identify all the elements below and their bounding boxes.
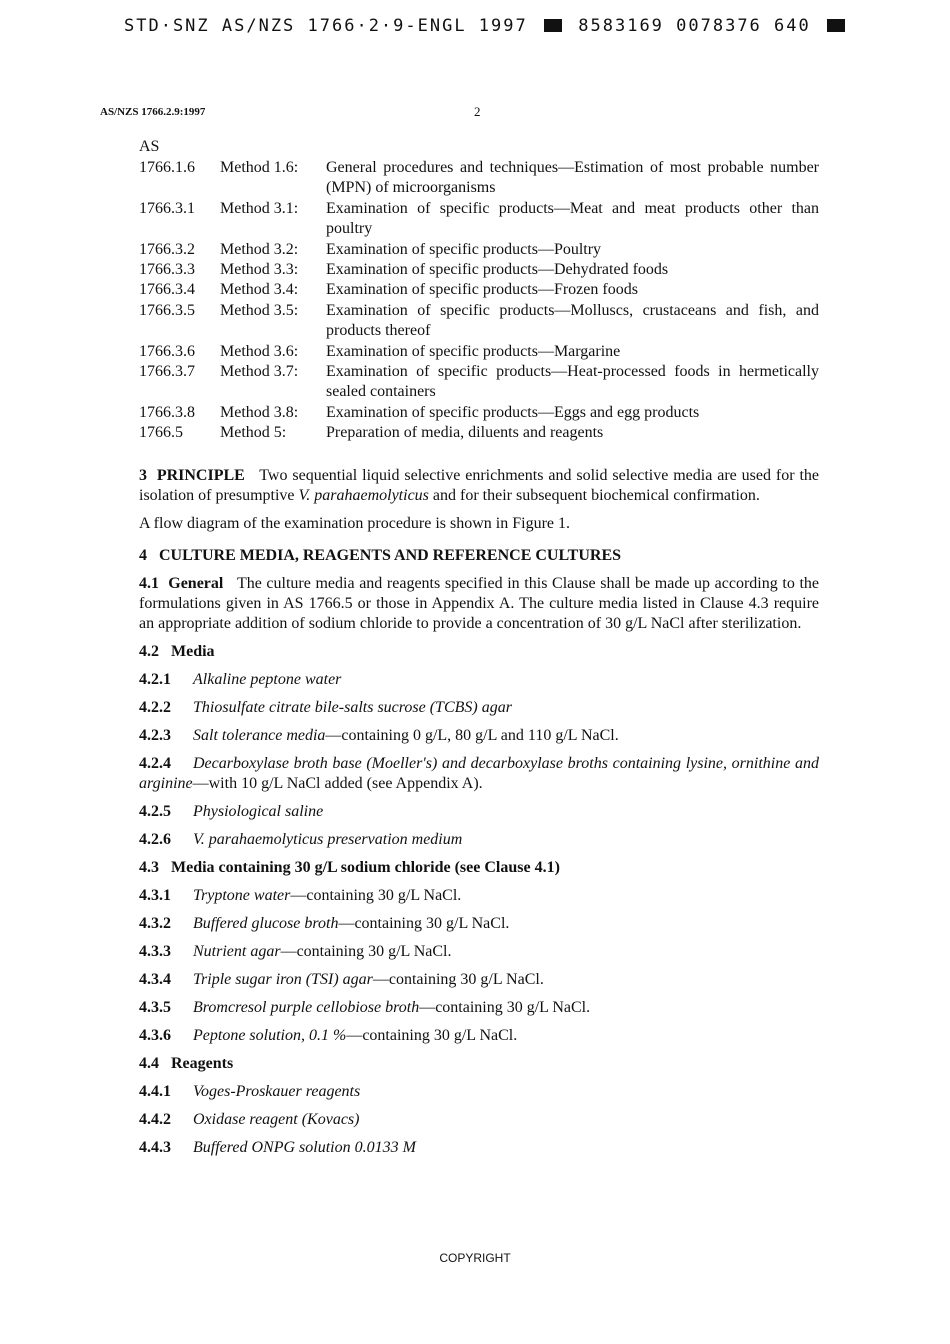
principle-text-b: and for their subsequent biochemical confirmation. <box>432 487 760 504</box>
ref-std: 1766.3.4 <box>139 281 195 299</box>
document-stamp <box>124 16 811 36</box>
item-number: 4.2.3 <box>139 727 171 744</box>
section-4-4-number: 4.4 <box>139 1055 159 1072</box>
main-body <box>139 466 819 1158</box>
item-number: 4.3.2 <box>139 915 171 932</box>
table-row <box>139 240 819 260</box>
ref-std: 1766.5 <box>139 424 183 442</box>
ref-std: 1766.3.6 <box>139 342 195 360</box>
item-number: 4.3.5 <box>139 999 171 1016</box>
list-item <box>139 1138 819 1158</box>
ref-method: Method 3.5: <box>220 301 299 319</box>
flow-diagram-note: A flow diagram of the examination procedure is shown in Figure 1. <box>139 515 571 532</box>
ref-title: Examination of specific products—Margarine <box>326 342 621 360</box>
ref-method: Method 3.7: <box>220 363 299 381</box>
section-4-2-heading <box>139 642 819 662</box>
item-name: Physiological saline <box>193 803 324 820</box>
item-rest: —containing 30 g/L NaCl. <box>280 943 452 960</box>
item-number: 4.2.6 <box>139 831 171 848</box>
stamp-left: STD·SNZ AS/NZS 1766·2·9-ENGL 1997 <box>124 16 528 36</box>
ref-std: 1766.1.6 <box>139 159 195 176</box>
ref-method: Method 3.3: <box>220 261 299 279</box>
section-4-3-title: Media containing 30 g/L sodium chloride (see Clause 4.1) <box>171 859 560 876</box>
item-number: 4.3.3 <box>139 943 171 960</box>
organism-name: V. parahaemolyticus <box>298 487 429 504</box>
list-item <box>139 1110 819 1130</box>
ref-std: 1766.3.3 <box>139 261 195 279</box>
item-rest: —containing 30 g/L NaCl. <box>290 887 462 904</box>
ref-title: Examination of specific products—Dehydrated foods <box>326 261 669 279</box>
item-rest: —containing 30 g/L NaCl. <box>419 999 591 1016</box>
table-row <box>139 280 819 300</box>
list-item <box>139 670 819 690</box>
ref-std: 1766.3.1 <box>139 199 195 217</box>
referenced-standards-table <box>139 158 819 444</box>
stamp-block-2 <box>827 19 845 32</box>
section-4-4-heading <box>139 1054 819 1074</box>
list-item <box>139 886 819 906</box>
ref-title: General procedures and techniques—Estimation of most probable number (MPN) of microorganisms <box>326 159 819 197</box>
ref-method: Method 1.6: <box>220 159 299 176</box>
refs-heading: AS <box>139 138 160 155</box>
item-rest: —containing 0 g/L, 80 g/L and 110 g/L NaCl. <box>325 727 619 744</box>
list-item <box>139 1082 819 1102</box>
page-number: 2 <box>474 104 481 119</box>
standard-reference: AS/NZS 1766.2.9:1997 <box>100 106 206 118</box>
item-name: Thiosulfate citrate bile-salts sucrose (TCBS) agar <box>193 699 512 716</box>
stamp-mid: 8583169 0078376 640 <box>578 16 811 36</box>
principle-text-a: Two sequential liquid selective enrichments and solid selective media are used for the isolation of presumptive <box>139 467 820 504</box>
ref-title: Examination of specific products—Eggs and egg products <box>326 403 700 421</box>
copyright-footer: COPYRIGHT <box>439 1251 511 1265</box>
section-4-heading: 4 CULTURE MEDIA, REAGENTS AND REFERENCE CULTURES <box>139 547 622 564</box>
section-4-4-title: Reagents <box>171 1055 234 1072</box>
item-name: Tryptone water <box>193 887 291 904</box>
item-name: Alkaline peptone water <box>193 671 342 688</box>
item-number: 4.2.2 <box>139 699 171 716</box>
section-4-2-title: Media <box>171 643 215 660</box>
list-item <box>139 802 819 822</box>
item-number: 4.4.2 <box>139 1111 171 1128</box>
item-name: Peptone solution, 0.1 % <box>193 1027 347 1044</box>
item-name: Decarboxylase broth base (Moeller's) and decarboxylase broths containing lysine, ornithine and arginine <box>139 755 819 792</box>
ref-std: 1766.3.7 <box>139 363 195 381</box>
list-item <box>139 942 819 962</box>
ref-title: Examination of specific products—Frozen foods <box>326 281 638 299</box>
table-row <box>139 362 819 403</box>
ref-method: Method 3.1: <box>220 199 299 217</box>
list-item <box>139 698 819 718</box>
item-number: 4.3.4 <box>139 971 171 988</box>
item-name: Salt tolerance media <box>193 727 326 744</box>
item-rest: —containing 30 g/L NaCl. <box>338 915 510 932</box>
ref-title: Examination of specific products—Heat-processed foods in hermetically sealed containers <box>326 363 819 401</box>
stamp-block-1 <box>544 19 562 32</box>
table-row <box>139 158 819 199</box>
item-rest: —containing 30 g/L NaCl. <box>372 971 544 988</box>
table-row <box>139 423 819 443</box>
ref-method: Method 3.2: <box>220 240 299 258</box>
section-3-title: PRINCIPLE <box>156 467 245 484</box>
ref-title: Examination of specific products—Molluscs, crustaceans and fish, and products thereof <box>326 301 819 340</box>
item-name: Buffered glucose broth <box>193 915 339 932</box>
section-4-2-number: 4.2 <box>139 643 159 660</box>
item-number: 4.2.4 <box>139 755 171 772</box>
ref-std: 1766.3.5 <box>139 301 195 319</box>
table-row <box>139 199 819 240</box>
list-item <box>139 754 819 794</box>
ref-method: Method 3.4: <box>220 281 299 299</box>
ref-title: Preparation of media, diluents and reagents <box>326 424 604 442</box>
list-item <box>139 914 819 934</box>
table-row <box>139 342 819 362</box>
section-4-1-number: 4.1 <box>139 575 159 592</box>
item-name: Oxidase reagent (Kovacs) <box>193 1111 360 1128</box>
section-4-3-heading <box>139 858 819 878</box>
item-name: Triple sugar iron (TSI) agar <box>193 971 373 988</box>
item-name: Voges-Proskauer reagents <box>193 1083 361 1100</box>
list-item <box>139 830 819 850</box>
ref-std: 1766.3.2 <box>139 240 195 258</box>
ref-method: Method 3.8: <box>220 403 299 421</box>
ref-title: Examination of specific products—Meat and meat products other than poultry <box>326 199 819 238</box>
section-4-1-title: General <box>168 575 224 592</box>
table-row <box>139 260 819 280</box>
ref-title: Examination of specific products—Poultry <box>326 240 602 258</box>
item-name: Buffered ONPG solution 0.0133 M <box>193 1139 416 1156</box>
section-4-3-number: 4.3 <box>139 859 159 876</box>
list-item <box>139 970 819 990</box>
table-row <box>139 403 819 423</box>
item-name: Bromcresol purple cellobiose broth <box>193 999 420 1016</box>
item-number: 4.4.1 <box>139 1083 171 1100</box>
section-3-principle <box>139 466 819 506</box>
item-name: V. parahaemolyticus preservation medium <box>193 831 463 848</box>
list-item <box>139 998 819 1018</box>
item-name: Nutrient agar <box>193 943 281 960</box>
item-number: 4.3.1 <box>139 887 171 904</box>
section-4-1-text: The culture media and reagents specified in this Clause shall be made up according to the formulations given in AS 1766.5 or those in Appendix A. The culture media listed in Clause 4.3 require an appropriate addition of sodium chloride to provide a concentration of 30 g/L NaCl after sterilization. <box>139 575 819 632</box>
list-item <box>139 726 819 746</box>
list-item <box>139 1026 819 1046</box>
section-3-number: 3 <box>139 467 147 484</box>
ref-std: 1766.3.8 <box>139 403 195 421</box>
item-rest: —with 10 g/L NaCl added (see Appendix A). <box>192 775 483 792</box>
item-number: 4.4.3 <box>139 1139 171 1156</box>
item-number: 4.2.5 <box>139 803 171 820</box>
section-4-1-general <box>139 574 819 634</box>
item-number: 4.3.6 <box>139 1027 171 1044</box>
table-row <box>139 301 819 342</box>
ref-method: Method 5: <box>220 424 287 442</box>
item-rest: —containing 30 g/L NaCl. <box>346 1027 518 1044</box>
item-number: 4.2.1 <box>139 671 171 688</box>
ref-method: Method 3.6: <box>220 342 299 360</box>
